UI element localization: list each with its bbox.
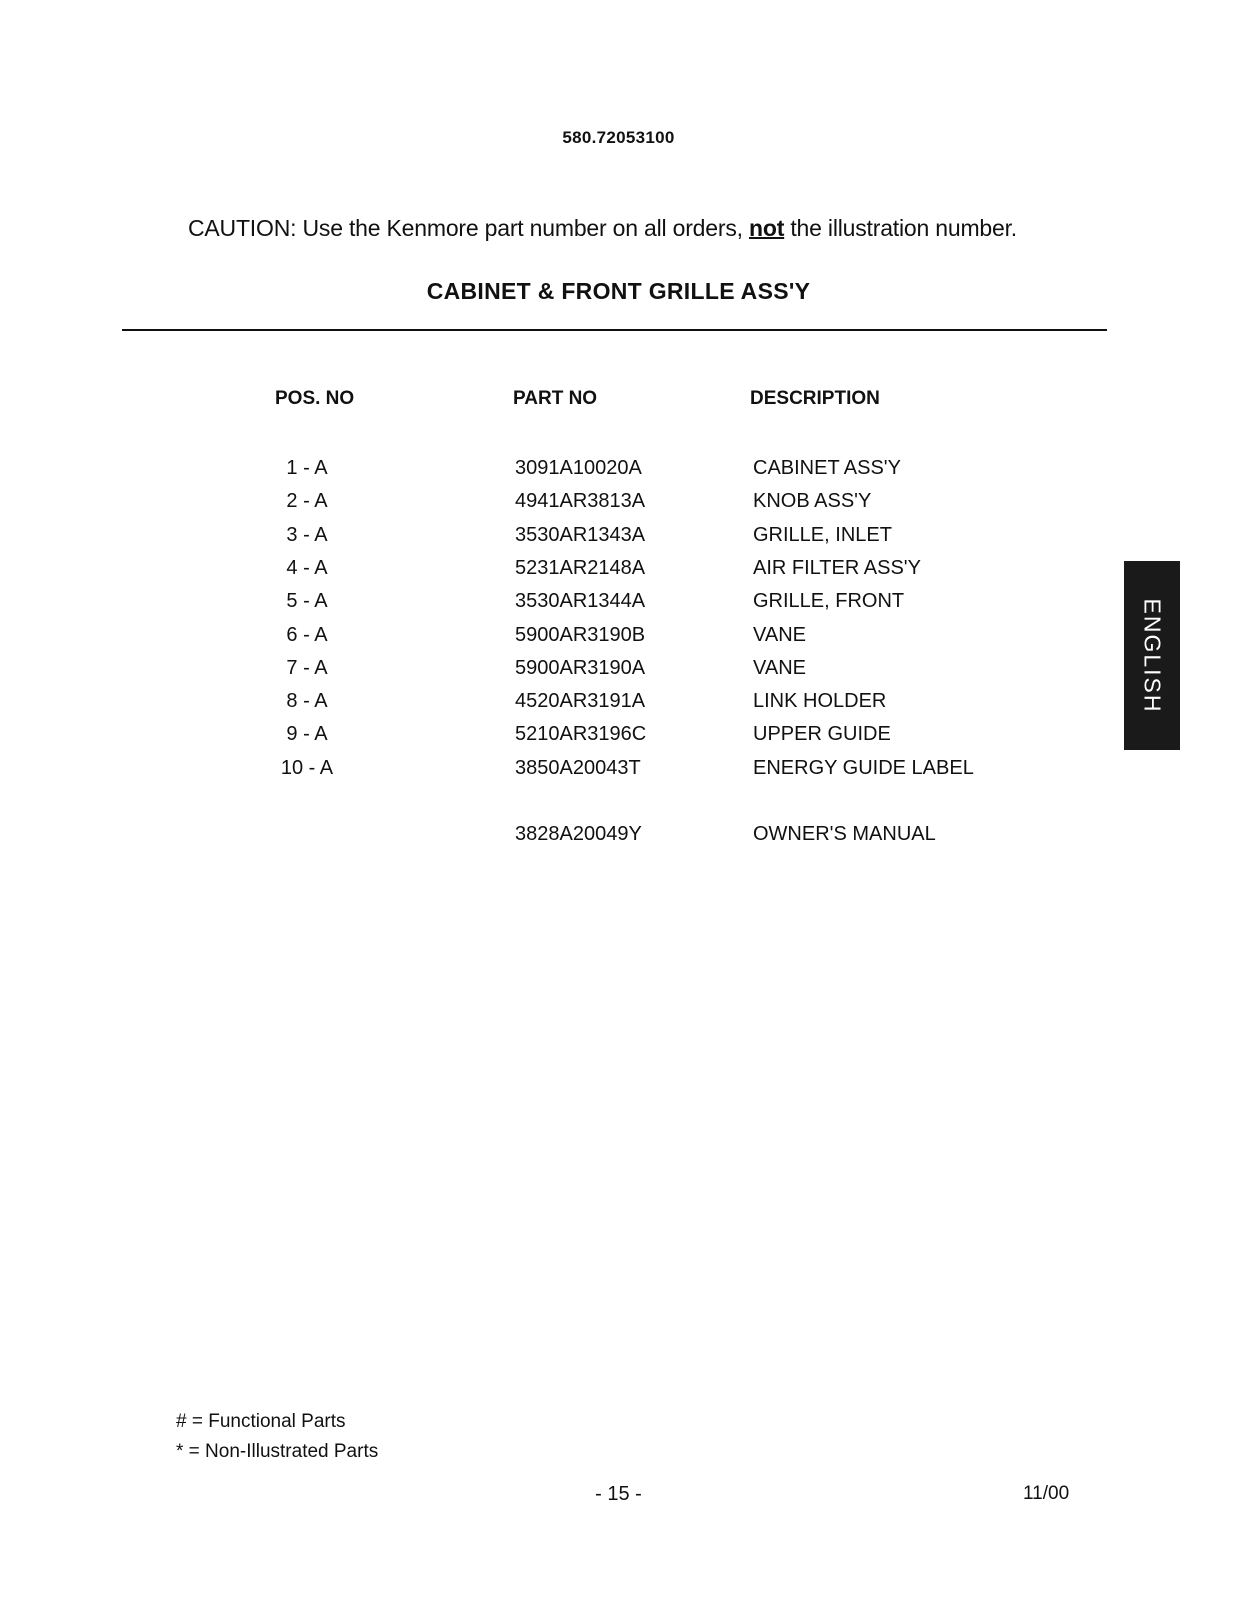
description-cell: KNOB ASS'Y bbox=[753, 490, 872, 513]
pos-no-cell: 8 - A bbox=[286, 690, 328, 713]
pos-no-cell: 6 - A bbox=[286, 623, 328, 646]
description-cell: GRILLE, FRONT bbox=[753, 590, 905, 613]
table-row bbox=[0, 690, 1237, 723]
part-no-cell: 3828A20049Y bbox=[515, 823, 642, 845]
table-row bbox=[0, 757, 1237, 790]
part-no-cell: 5210AR3196C bbox=[515, 723, 647, 746]
table-row bbox=[0, 624, 1237, 657]
pos-no-cell: 9 - A bbox=[286, 723, 328, 746]
part-no-cell: 4941AR3813A bbox=[515, 490, 646, 513]
column-header-pos-no: POS. NO bbox=[275, 388, 355, 409]
part-no-cell: 4520AR3191A bbox=[515, 690, 646, 713]
description-cell: VANE bbox=[753, 623, 806, 646]
table-row bbox=[0, 657, 1237, 690]
legend-non-illustrated-parts: * = Non-Illustrated Parts bbox=[176, 1441, 379, 1462]
column-header-part-no: PART NO bbox=[513, 388, 598, 409]
header-divider bbox=[122, 329, 1107, 331]
section-title: CABINET & FRONT GRILLE ASS'Y bbox=[426, 278, 811, 304]
table-row bbox=[0, 590, 1237, 623]
description-cell: OWNER'S MANUAL bbox=[753, 823, 936, 845]
description-cell: VANE bbox=[753, 656, 806, 679]
description-cell: ENERGY GUIDE LABEL bbox=[753, 756, 974, 779]
caution-emphasis: not bbox=[749, 215, 785, 241]
language-side-tab bbox=[1124, 561, 1180, 750]
page-number: - 15 - bbox=[595, 1483, 642, 1505]
table-row bbox=[0, 490, 1237, 523]
pos-no-cell: 2 - A bbox=[286, 490, 328, 513]
column-header-description: DESCRIPTION bbox=[750, 388, 880, 409]
table-row bbox=[0, 823, 1237, 856]
part-no-cell: 3530AR1344A bbox=[515, 590, 646, 613]
part-no-cell: 3530AR1343A bbox=[515, 523, 646, 546]
table-row bbox=[0, 723, 1237, 756]
description-cell: AIR FILTER ASS'Y bbox=[753, 556, 921, 579]
model-number: 580.72053100 bbox=[562, 128, 675, 147]
pos-no-cell: 3 - A bbox=[286, 523, 328, 546]
caution-lead: CAUTION: Use the Kenmore part number on all orders, bbox=[188, 215, 749, 241]
part-no-cell: 5231AR2148A bbox=[515, 556, 646, 579]
pos-no-cell: 1 - A bbox=[286, 457, 328, 479]
table-row bbox=[0, 457, 1237, 490]
revision-date: 11/00 bbox=[1023, 1483, 1070, 1504]
part-no-cell: 5900AR3190B bbox=[515, 623, 646, 646]
description-cell: CABINET ASS'Y bbox=[753, 457, 901, 479]
pos-no-cell: 10 - A bbox=[280, 756, 334, 779]
pos-no-cell: 7 - A bbox=[286, 656, 328, 679]
pos-no-cell: 4 - A bbox=[286, 556, 328, 579]
description-cell: LINK HOLDER bbox=[753, 690, 887, 713]
legend-functional-parts: # = Functional Parts bbox=[176, 1411, 346, 1432]
description-cell: GRILLE, INLET bbox=[753, 523, 892, 546]
language-tab-label: ENGLISH bbox=[1139, 598, 1166, 713]
table-row bbox=[0, 524, 1237, 557]
description-cell: UPPER GUIDE bbox=[753, 723, 891, 746]
part-no-cell: 3091A10020A bbox=[515, 457, 642, 479]
caution-tail: the illustration number. bbox=[784, 215, 1017, 241]
part-no-cell: 5900AR3190A bbox=[515, 656, 646, 679]
table-row bbox=[0, 557, 1237, 590]
caution-note bbox=[188, 215, 1017, 242]
part-no-cell: 3850A20043T bbox=[515, 756, 641, 779]
pos-no-cell: 5 - A bbox=[286, 590, 328, 613]
